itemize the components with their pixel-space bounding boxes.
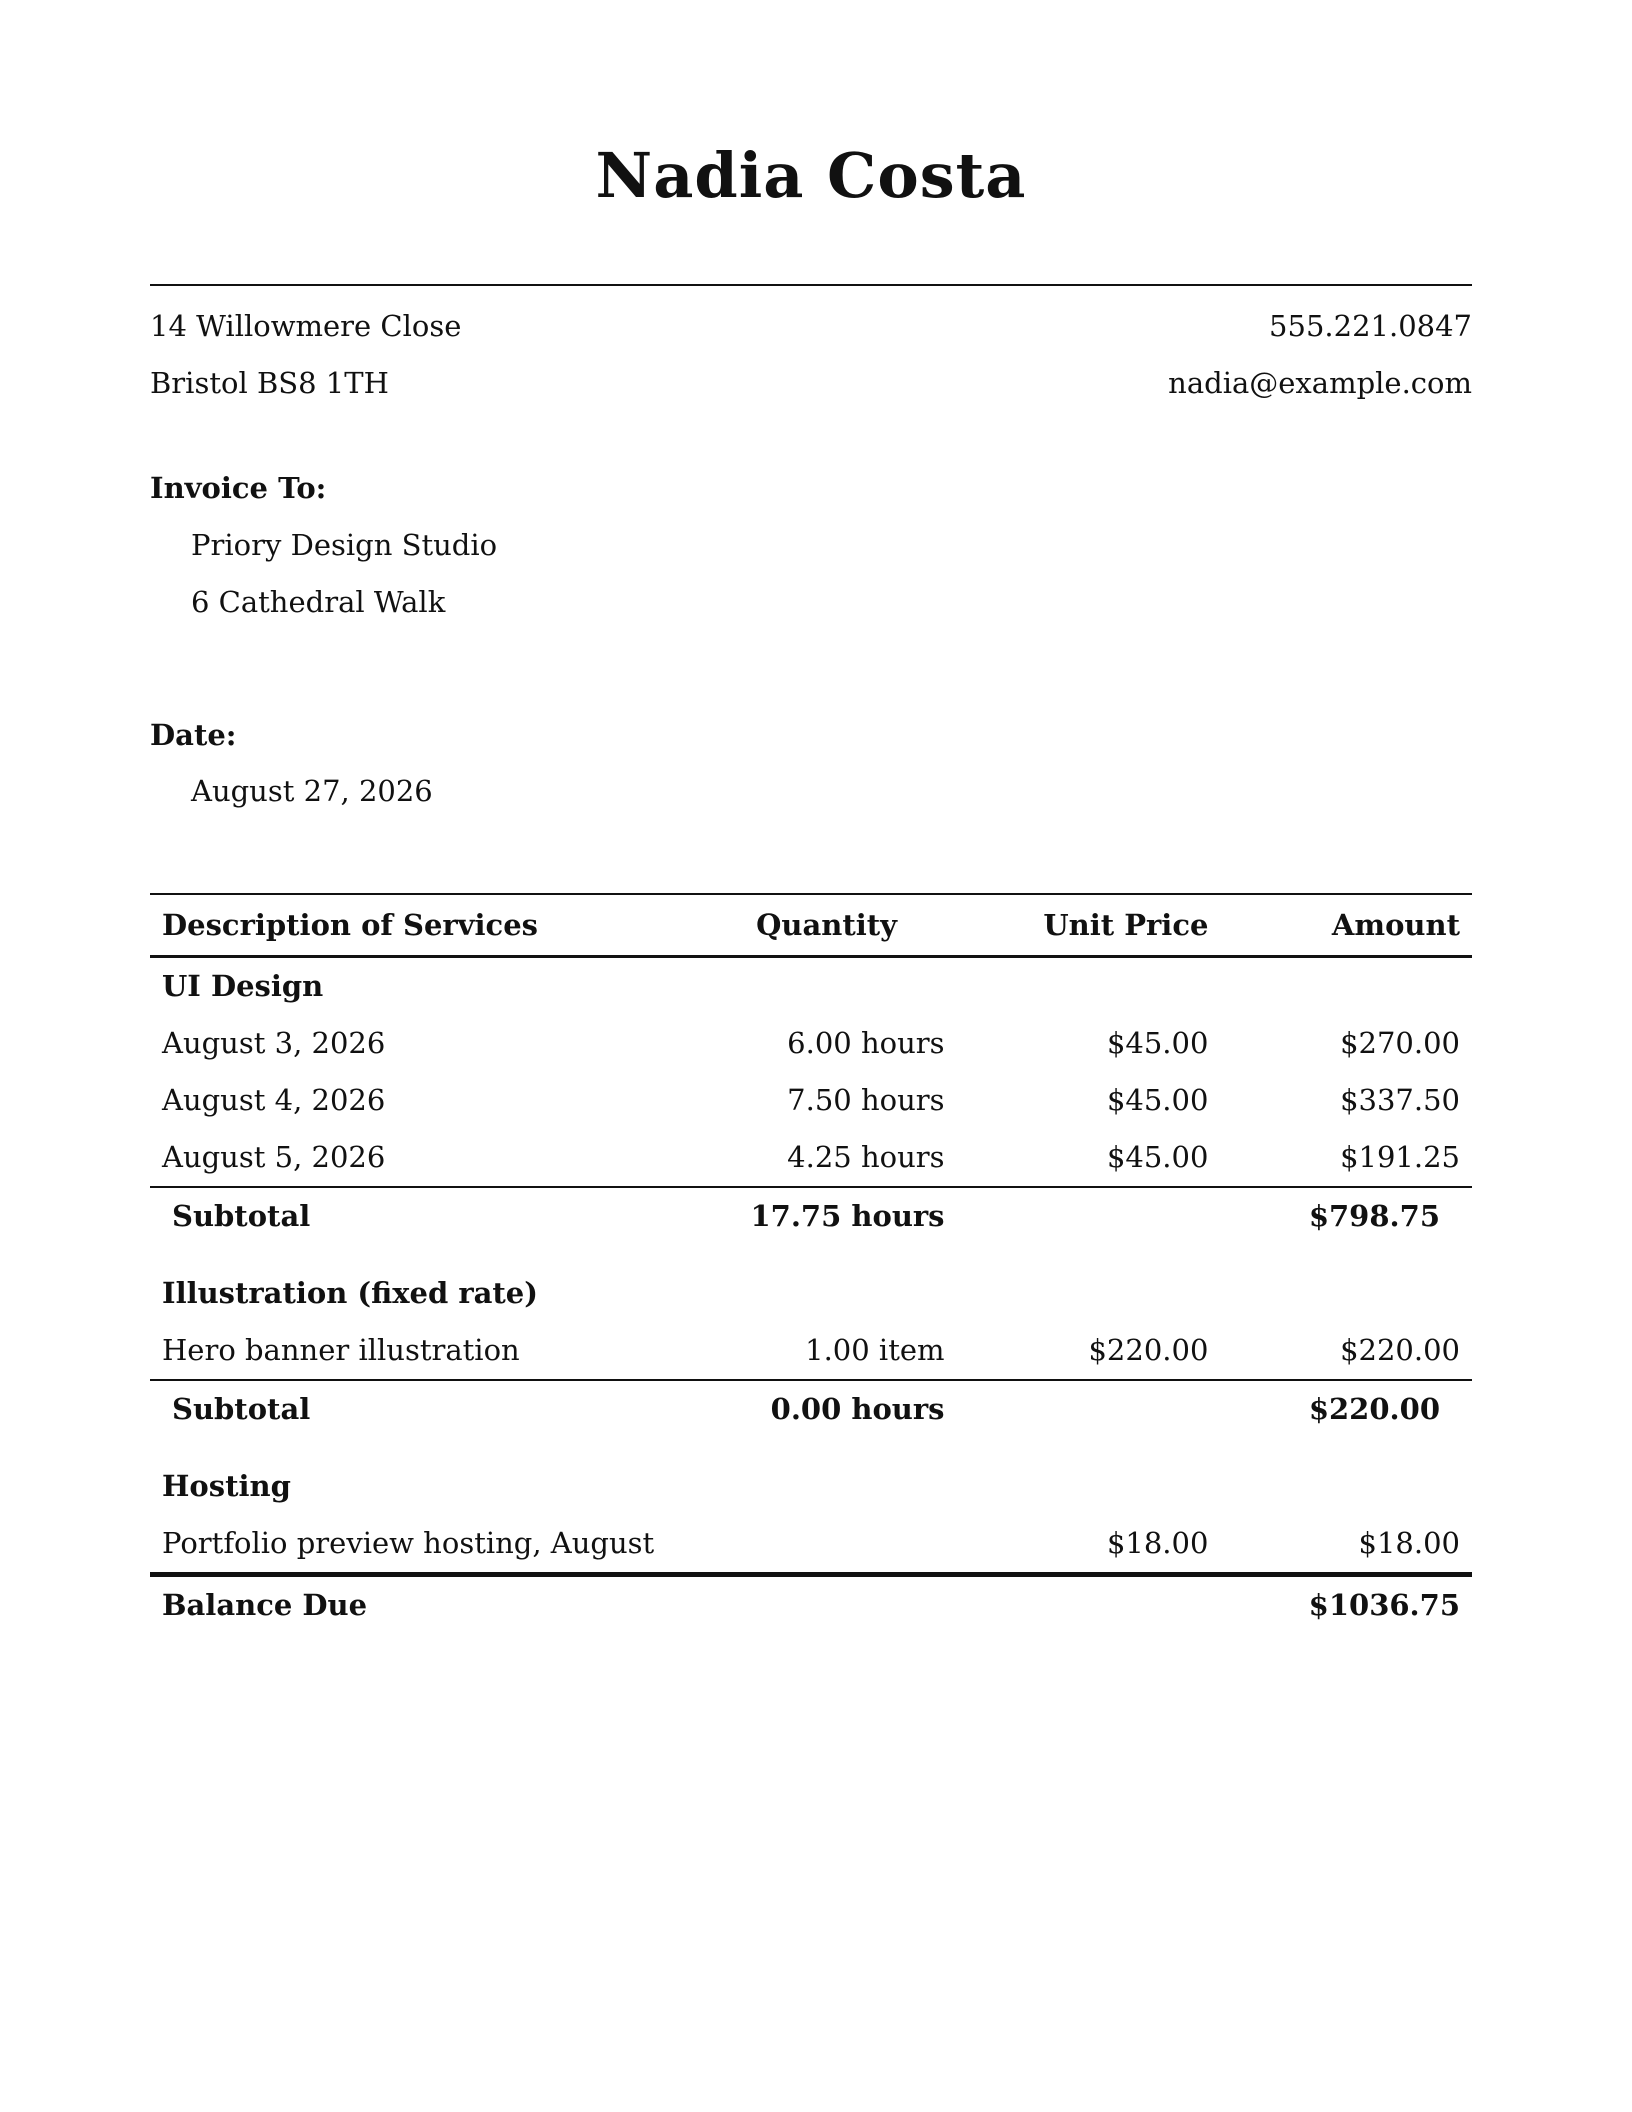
address-line-2: Bristol BS8 1TH (150, 366, 389, 400)
invoice-to-label: Invoice To: (150, 471, 327, 505)
row-unit-price: $220.00 (1088, 1333, 1209, 1367)
row-unit-price: $45.00 (1106, 1026, 1209, 1060)
header-unit-price: Unit Price (1043, 907, 1209, 942)
email-address: nadia@example.com (1168, 366, 1472, 400)
balance-due-amount: $1036.75 (1308, 1588, 1460, 1622)
invoice-page (150, 0, 1472, 2112)
row-quantity: 6.00 hours (787, 1026, 945, 1060)
row-description: August 4, 2026 (162, 1083, 386, 1117)
group-heading: UI Design (162, 969, 324, 1003)
header-description: Description of Services (162, 907, 538, 942)
row-quantity (697, 1515, 957, 1575)
table-row (150, 1072, 1472, 1129)
subtotal-label: Subtotal (172, 1392, 311, 1426)
balance-due-row (150, 1575, 1472, 1635)
row-amount: $337.50 (1340, 1083, 1460, 1117)
row-description: August 3, 2026 (162, 1026, 386, 1060)
services-table (150, 893, 1472, 1634)
phone-number: 555.221.0847 (1269, 309, 1472, 343)
table-row (150, 1129, 1472, 1187)
group-heading-row (150, 957, 1472, 1016)
row-amount: $220.00 (1340, 1333, 1460, 1367)
balance-quantity-empty (697, 1575, 957, 1635)
subtotal-unit-price-empty (957, 1380, 1221, 1438)
date-block (191, 763, 433, 820)
subtotal-row (150, 1380, 1472, 1438)
row-quantity: 7.50 hours (787, 1083, 945, 1117)
balance-unit-price-empty (957, 1575, 1221, 1635)
header-amount: Amount (1331, 907, 1460, 942)
group-heading-row (150, 1438, 1472, 1515)
row-quantity: 1.00 item (805, 1333, 945, 1367)
subtotal-unit-price-empty (957, 1187, 1221, 1245)
row-unit-price: $45.00 (1106, 1140, 1209, 1174)
subtotal-row (150, 1187, 1472, 1245)
header-quantity: Quantity (756, 907, 898, 942)
subtotal-quantity: 0.00 hours (770, 1392, 945, 1426)
date-label: Date: (150, 718, 237, 752)
invoice-owner-name: Nadia Costa (595, 139, 1027, 212)
row-description: Hero banner illustration (162, 1333, 520, 1367)
row-description: Portfolio preview hosting, August (162, 1526, 655, 1560)
row-amount: $18.00 (1358, 1526, 1460, 1560)
row-quantity: 4.25 hours (787, 1140, 945, 1174)
client-name: Priory Design Studio (191, 528, 498, 562)
group-heading-row (150, 1245, 1472, 1322)
group-heading: Illustration (fixed rate) (162, 1276, 538, 1310)
invoice-date: August 27, 2026 (191, 774, 433, 808)
table-row (150, 1322, 1472, 1380)
row-amount: $191.25 (1340, 1140, 1460, 1174)
address-line-1: 14 Willowmere Close (150, 309, 462, 343)
balance-due-label: Balance Due (162, 1588, 368, 1622)
row-unit-price: $18.00 (1106, 1526, 1209, 1560)
table-row (150, 1015, 1472, 1072)
subtotal-amount: $798.75 (1308, 1199, 1440, 1233)
subtotal-label: Subtotal (172, 1199, 311, 1233)
contact-block (150, 298, 1472, 412)
table-row (150, 1515, 1472, 1575)
row-amount: $270.00 (1340, 1026, 1460, 1060)
client-address: 6 Cathedral Walk (191, 585, 446, 619)
header-divider (150, 284, 1472, 286)
row-unit-price: $45.00 (1106, 1083, 1209, 1117)
subtotal-amount: $220.00 (1308, 1392, 1440, 1426)
invoice-to-block (191, 517, 497, 631)
group-heading: Hosting (162, 1469, 291, 1503)
subtotal-quantity: 17.75 hours (750, 1199, 945, 1233)
table-header-row (150, 894, 1472, 957)
row-description: August 5, 2026 (162, 1140, 386, 1174)
